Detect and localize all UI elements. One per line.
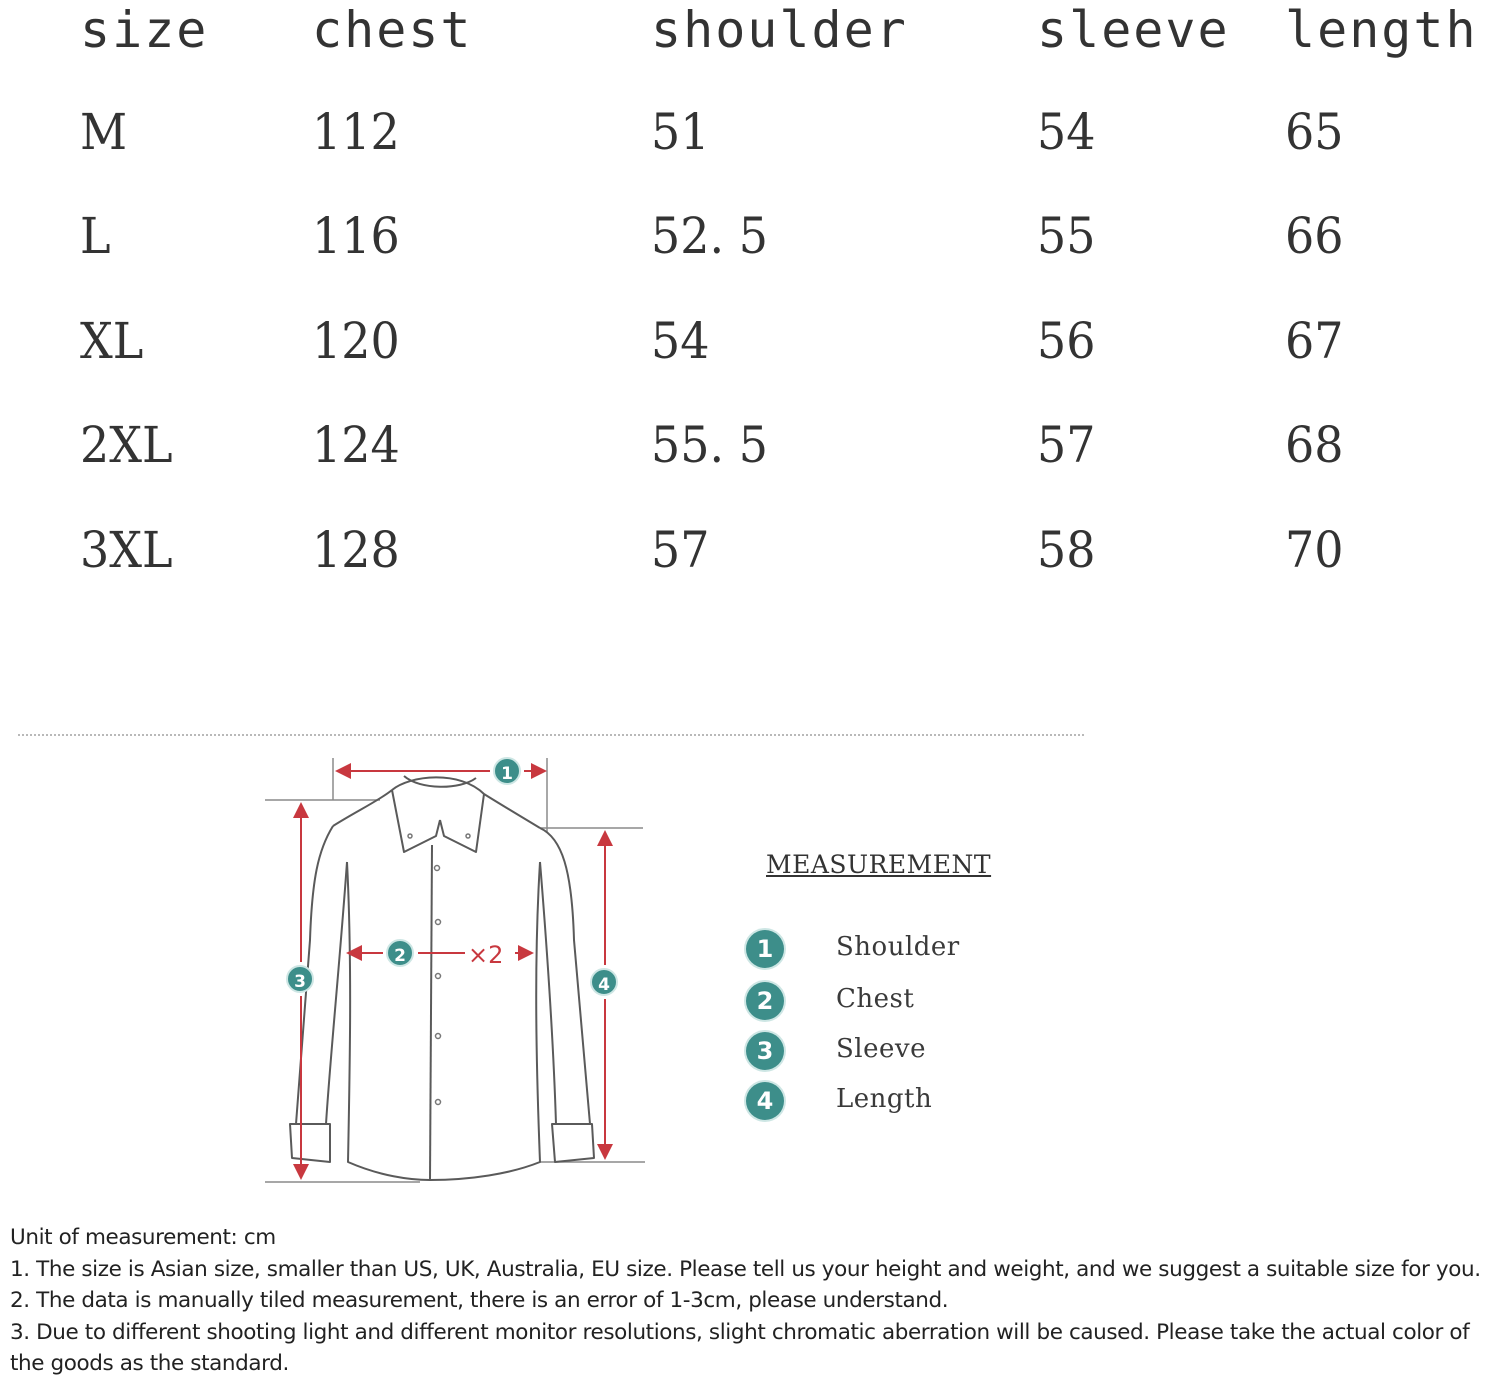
marker-4-label: 4 [598, 975, 610, 995]
table-row [0, 311, 1500, 401]
table-row [0, 102, 1500, 192]
table-header-row [0, 0, 1500, 90]
header-size: size [80, 1, 209, 59]
cell-size: XL [80, 312, 144, 370]
marker-2 [387, 940, 413, 966]
header-shoulder: shoulder [651, 1, 908, 59]
measurement-legend [740, 850, 1040, 1130]
legend-label-shoulder: Shoulder [836, 932, 960, 962]
note-line-2: 2. The data is manually tiled measurement, there is an error of 1-3cm, please understand. [10, 1288, 949, 1313]
marker-2-label: 2 [394, 946, 406, 966]
cell-size: L [80, 207, 111, 265]
cell-shoulder: 51 [651, 103, 710, 161]
unit-note: Unit of measurement: cm [10, 1225, 276, 1250]
cell-size: 3XL [80, 521, 173, 579]
marker-1-label: 1 [501, 764, 513, 784]
cell-chest: 112 [312, 103, 400, 161]
legend-item-shoulder [740, 928, 1040, 972]
cell-length: 70 [1285, 521, 1344, 579]
cell-chest: 124 [312, 416, 400, 474]
marker-3 [287, 966, 313, 992]
cell-sleeve: 55 [1037, 207, 1096, 265]
measurement-arrows [301, 771, 605, 1178]
shirt-outline [290, 776, 594, 1180]
legend-badge-1: 1 [746, 930, 784, 968]
cell-shoulder: 55. 5 [651, 416, 769, 474]
shirt-measurement-diagram [255, 745, 655, 1195]
cell-length: 68 [1285, 416, 1344, 474]
legend-item-length [740, 1080, 1040, 1124]
cell-sleeve: 56 [1037, 312, 1096, 370]
cell-size: 2XL [80, 416, 173, 474]
size-notes [10, 1222, 1498, 1380]
cell-size: M [80, 103, 128, 161]
guide-lines [265, 758, 645, 1182]
marker-1 [494, 758, 520, 784]
cell-chest: 120 [312, 312, 400, 370]
legend-label-chest: Chest [836, 984, 915, 1014]
legend-badge-3: 3 [746, 1032, 784, 1070]
dotted-divider [18, 734, 1084, 736]
cell-chest: 128 [312, 521, 400, 579]
marker-3-label: 3 [294, 972, 306, 992]
cell-chest: 116 [312, 207, 400, 265]
chest-multiplier-label: ×2 [468, 941, 504, 969]
legend-item-chest [740, 980, 1040, 1024]
legend-badge-2: 2 [746, 982, 784, 1020]
note-line-3: 3. Due to different shooting light and different monitor resolutions, slight chromatic aberration will be caused. Please take the actual color of the goods as the standard. [10, 1319, 1470, 1376]
note-line-1: 1. The size is Asian size, smaller than US, UK, Australia, EU size. Please tell us your height and weight, and we suggest a suitable size for you. [10, 1256, 1481, 1282]
marker-4 [591, 969, 617, 995]
table-row [0, 415, 1500, 505]
cell-shoulder: 54 [651, 312, 710, 370]
cell-shoulder: 52. 5 [651, 207, 769, 265]
legend-title: MEASUREMENT [766, 850, 992, 879]
header-sleeve: sleeve [1037, 1, 1230, 59]
cell-shoulder: 57 [651, 521, 710, 579]
cell-length: 65 [1285, 103, 1344, 161]
cell-sleeve: 57 [1037, 416, 1096, 474]
header-chest: chest [312, 1, 473, 59]
header-length: length [1285, 1, 1478, 59]
table-row [0, 520, 1500, 610]
cell-length: 67 [1285, 312, 1344, 370]
legend-label-length: Length [836, 1084, 933, 1114]
cell-length: 66 [1285, 207, 1344, 265]
legend-item-sleeve [740, 1030, 1040, 1074]
table-row [0, 206, 1500, 296]
legend-badge-4: 4 [746, 1082, 784, 1120]
cell-sleeve: 54 [1037, 103, 1096, 161]
legend-label-sleeve: Sleeve [836, 1034, 926, 1064]
cell-sleeve: 58 [1037, 521, 1096, 579]
shirt-buttons [408, 834, 470, 1105]
